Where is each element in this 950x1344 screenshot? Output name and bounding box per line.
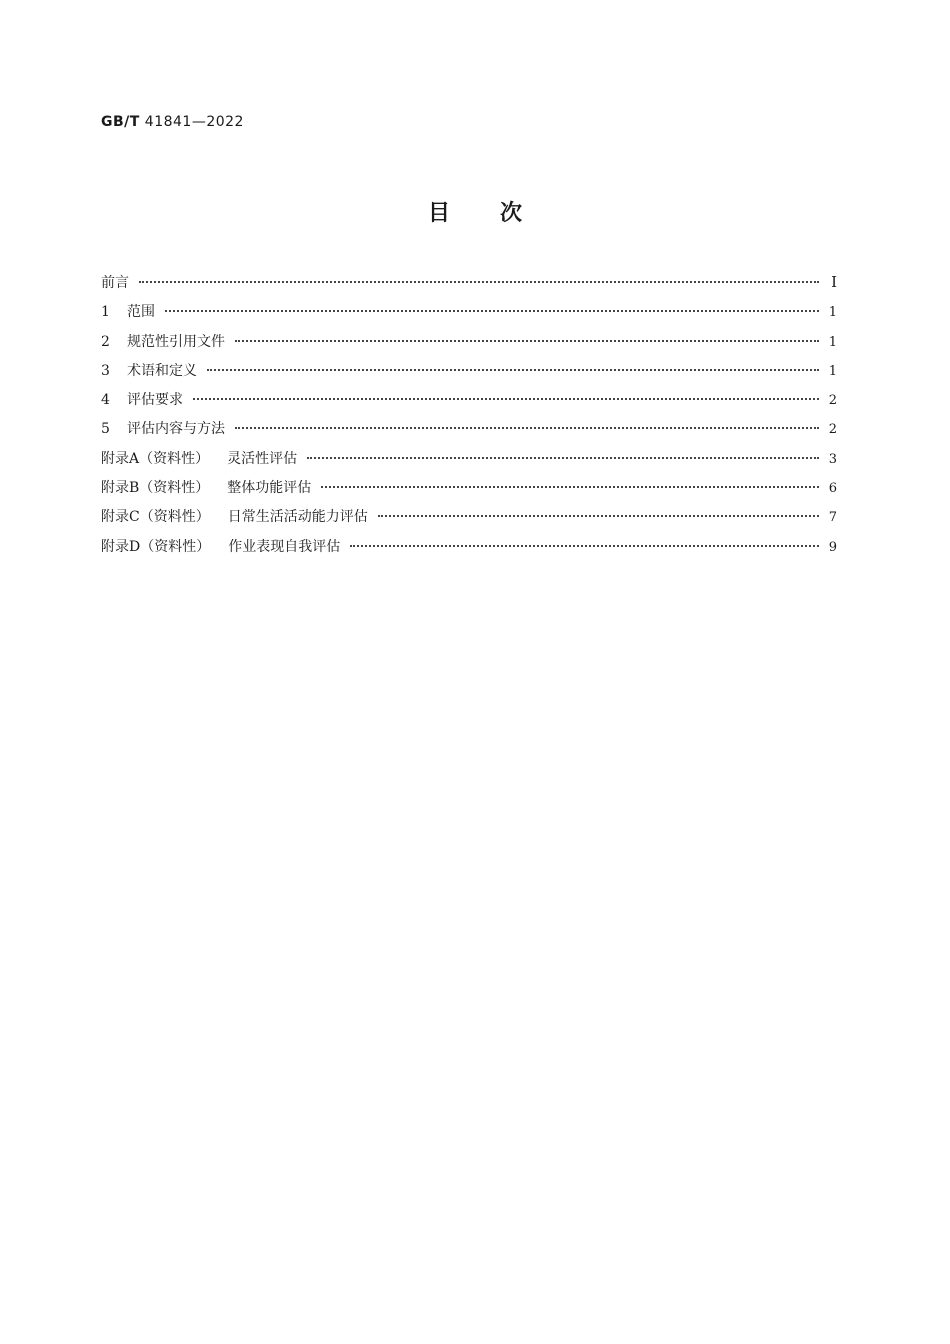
toc-dot-leader [193,398,819,400]
toc-entry[interactable] [101,331,837,360]
toc-dot-leader [350,545,819,547]
toc-entry-label [101,360,197,380]
table-of-contents [101,272,837,565]
toc-entry[interactable] [101,536,837,565]
toc-entry-appendix-tag: 附录A（资料性） [101,450,210,467]
toc-entry-label [101,301,155,321]
standard-prefix: GB/T [101,114,140,130]
toc-entry-title: 前言 [101,275,129,291]
toc-entry-page: 7 [828,510,837,526]
toc-entry-page: 2 [828,422,837,438]
toc-entry-number: 2 [101,333,110,350]
toc-entry-title: 评估内容与方法 [127,421,225,438]
toc-entry-label [101,536,340,556]
toc-entry-page: Ⅰ [831,273,837,291]
toc-entry-page: 9 [828,539,837,555]
toc-dot-leader [207,369,819,371]
toc-entry-appendix-tag: 附录B（资料性） [101,480,210,497]
toc-entry-label [101,506,368,526]
toc-entry[interactable] [101,360,837,389]
toc-dot-leader [321,486,819,488]
toc-entry-appendix-tag: 附录D（资料性） [101,538,211,555]
toc-dot-leader [235,340,819,342]
toc-dot-leader [235,427,819,429]
toc-entry-label [101,389,183,409]
toc-entry[interactable] [101,418,837,447]
toc-entry[interactable] [101,506,837,535]
toc-entry-number: 3 [101,362,110,379]
toc-entry-page: 1 [828,334,837,350]
standard-code [101,114,244,130]
toc-entry[interactable] [101,301,837,330]
toc-entry-page: 6 [828,481,837,497]
toc-entry-title: 术语和定义 [127,362,197,379]
toc-entry-label [101,331,225,351]
toc-entry-label [101,448,297,468]
toc-entry-label [101,477,311,497]
standard-number: 41841—2022 [144,114,244,130]
toc-entry-page: 2 [828,393,837,409]
toc-dot-leader [139,281,819,283]
toc-dot-leader [378,515,819,517]
toc-dot-leader [165,310,819,312]
toc-entry[interactable] [101,448,837,477]
toc-dot-leader [307,457,819,459]
toc-entry-page: 1 [828,305,837,321]
toc-entry-label [101,418,225,438]
toc-entry-appendix-tag: 附录C（资料性） [101,509,210,526]
toc-entry-number: 5 [101,421,110,438]
toc-entry[interactable] [101,477,837,506]
toc-entry-title: 范围 [127,304,155,321]
toc-entry-number: 1 [101,304,110,321]
toc-entry-label [101,272,129,292]
toc-entry-page: 1 [828,363,837,379]
toc-entry-title: 灵活性评估 [227,450,298,467]
toc-entry-title: 评估要求 [127,392,183,409]
page-title: 目次 [427,201,572,226]
toc-entry-title: 整体功能评估 [227,480,312,497]
toc-entry[interactable] [101,272,837,301]
toc-entry[interactable] [101,389,837,418]
toc-entry-page: 3 [828,451,837,467]
toc-entry-title: 规范性引用文件 [127,333,225,350]
toc-entry-number: 4 [101,392,110,409]
toc-entry-title: 日常生活活动能力评估 [227,509,368,526]
toc-entry-title: 作业表现自我评估 [228,538,341,555]
